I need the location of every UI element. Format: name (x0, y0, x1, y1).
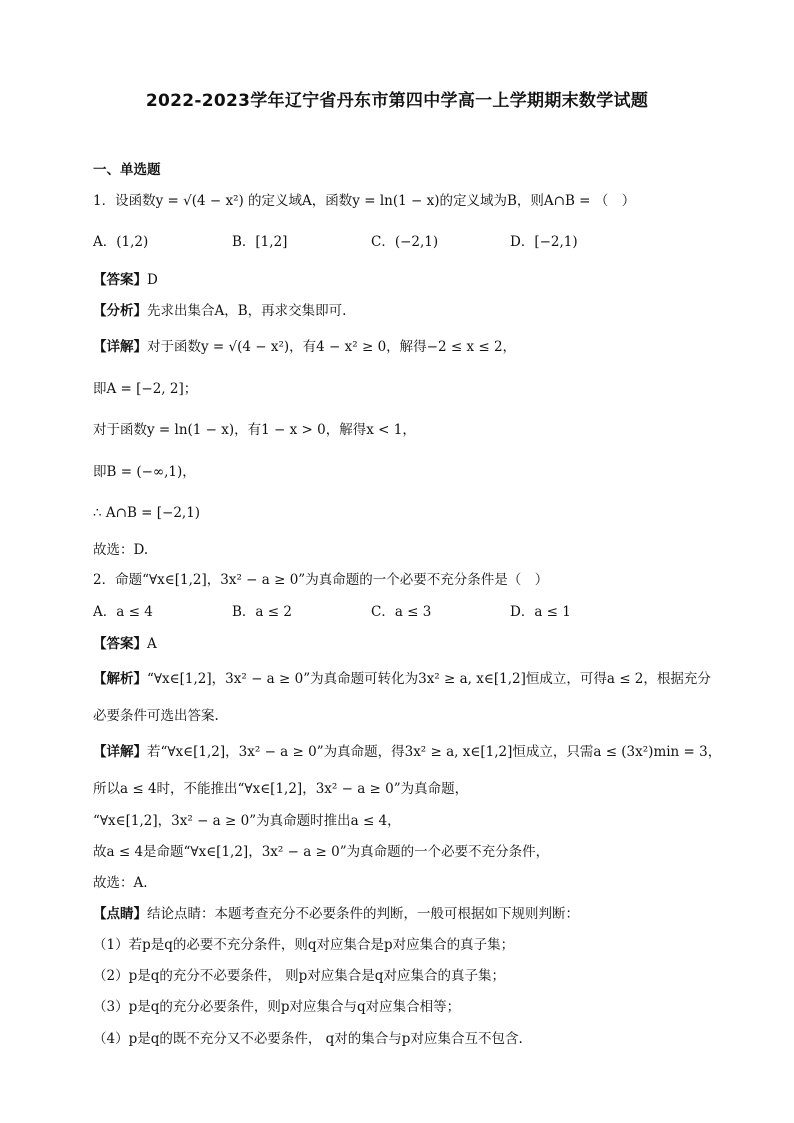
q1-answer (93, 271, 158, 289)
q2-analysis-line (93, 670, 711, 688)
q2-option-d: D．a ≤ 1 (510, 604, 571, 620)
q1-stem: 1．设函数y = √(4 − x²) 的定义域A，函数y = ln(1 − x)的定义域为B，则A∩B = （ ） (93, 193, 636, 209)
q2-detail-line (93, 743, 721, 761)
q1-option-d: D．[−2,1) (510, 234, 578, 250)
section-heading: 一、单选题 (93, 162, 161, 178)
analysis-tag: 【分析】 (93, 303, 147, 319)
detail-tag: 【详解】 (93, 744, 147, 760)
q2-detail-line: 所以a ≤ 4时，不能推出“∀x∈[1,2]，3x² − a ≥ 0”为真命题， (93, 781, 469, 797)
tip-intro: 结论点睛：本题考查充分不必要条件的判断，一般可根据如下规则判断： (147, 906, 579, 922)
answer-tag: 【答案】 (93, 636, 147, 652)
tip-tag: 【点睛】 (93, 906, 147, 922)
q2-tip (93, 905, 579, 923)
q1-detail-line: ∴ A∩B = [−2,1) (93, 505, 201, 521)
q1-detail-line: 对于函数y = ln(1 − x)，有1 − x > 0，解得x < 1， (93, 422, 416, 438)
answer-value: D (147, 272, 158, 288)
q2-tip-line: （1）若p是q的必要不充分条件，则q对应集合是p对应集合的真子集； (93, 937, 515, 953)
q2-tip-line: （4）p是q的既不充分又不必要条件， q对的集合与p对应集合互不包含. (93, 1031, 523, 1047)
page-title: 2022-2023学年辽宁省丹东市第四中学高一上学期期末数学试题 (145, 91, 649, 111)
q1-detail-line: 即A = [−2, 2]； (93, 381, 198, 397)
q2-stem: 2．命题“∀x∈[1,2]，3x² − a ≥ 0”为真命题的一个必要不充分条件是（ ） (93, 572, 549, 588)
q1-option-a: A．(1,2) (93, 234, 149, 250)
detail-text: 若“∀x∈[1,2]，3x² − a ≥ 0”为真命题，得3x² ≥ a, x∈[1,2]恒成立，只需a ≤ (3x²)min = 3， (147, 744, 722, 760)
analysis-text: 先求出集合A，B，再求交集即可. (147, 303, 347, 319)
analysis-tag: 【解析】 (93, 671, 147, 687)
analysis-text: “∀x∈[1,2]，3x² − a ≥ 0”为真命题可转化为3x² ≥ a, x∈[1,2]恒成立，可得a ≤ 2，根据充分 (147, 671, 711, 687)
q2-detail-line: 故选：A. (93, 875, 148, 891)
detail-text: 对于函数y = √(4 − x²)，有4 − x² ≥ 0，解得−2 ≤ x ≤ 2， (147, 339, 517, 355)
q2-option-a: A．a ≤ 4 (93, 604, 153, 620)
q2-tip-line: （2）p是q的充分不必要条件， 则p对应集合是q对应集合的真子集； (93, 968, 505, 984)
q1-detail-line: 故选：D. (93, 542, 149, 558)
q1-detail-line (93, 338, 516, 356)
q1-option-c: C．(−2,1) (371, 234, 439, 250)
q2-option-c: C．a ≤ 3 (371, 604, 432, 620)
q1-analysis (93, 302, 346, 320)
q2-detail-line: “∀x∈[1,2]，3x² − a ≥ 0”为真命题时推出a ≤ 4， (93, 813, 401, 829)
q2-analysis-line: 必要条件可选出答案. (93, 708, 219, 724)
detail-tag: 【详解】 (93, 339, 147, 355)
answer-tag: 【答案】 (93, 272, 147, 288)
q2-option-b: B．a ≤ 2 (232, 604, 292, 620)
q1-detail-line: 即B = (−∞,1)， (93, 464, 196, 480)
q2-answer (93, 635, 157, 653)
q1-option-b: B．[1,2] (232, 234, 288, 250)
q2-detail-line: 故a ≤ 4是命题“∀x∈[1,2]，3x² − a ≥ 0”为真命题的一个必要不充分条件， (93, 844, 550, 860)
answer-value: A (147, 636, 157, 652)
q2-tip-line: （3）p是q的充分必要条件，则p对应集合与q对应集合相等； (93, 999, 461, 1015)
